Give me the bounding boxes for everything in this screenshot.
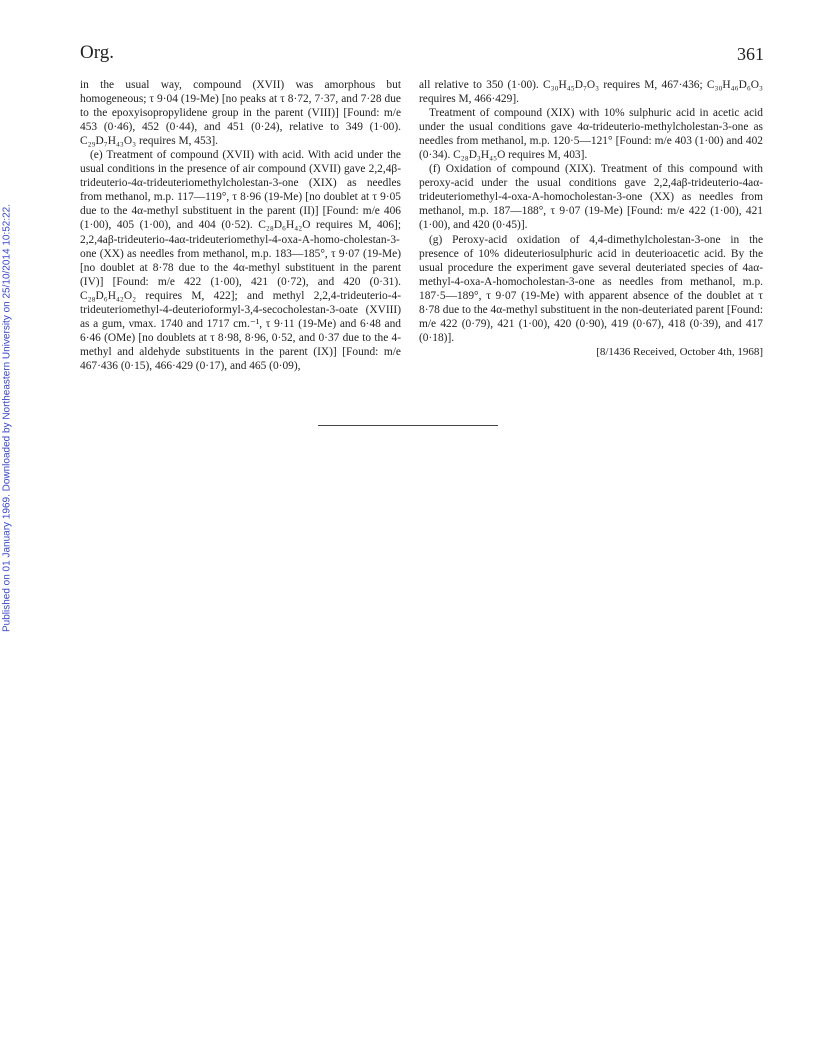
end-rule [318, 425, 498, 426]
side-note-text: Published on 01 January 1969. Downloaded by Northeastern University on 25/10/2014 10:52:22. [1, 203, 13, 633]
paragraph-section-g: (g) Peroxy-acid oxidation of 4,4-dimethylcholestan-3-one in the presence of 10% dideuteriosulphuric acid in deuterioacetic acid. By the usual procedure the experiment gave several deuteriated species of 4aα-methyl-4-oxa-A-homocholestan-3-one as needles from methanol, m.p. 187·5—189°, τ 9·07 (19-Me) with apparent absence of the doublet at τ 8·78 due to the 4α-methyl substituent in the non-deuteriated parent [Found: m/e 422 (0·79), 421 (1·00), 420 (0·90), 419 (0·67), 418 (0·39), and 417 (0·18)]. [419, 233, 763, 344]
journal-name: Org. [80, 42, 114, 63]
paragraph-continuation: all relative to 350 (1·00). C₃₀H₄₅D₇O₃ requires M, 467·436; C₃₀H₄₆D₆O₃ requires M, 466·429]. [419, 79, 763, 106]
right-column [419, 78, 763, 359]
received-date: [8/1436 Received, October 4th, 1968] [596, 345, 763, 358]
download-side-note [0, 168, 14, 668]
paragraph-section-f: (f) Oxidation of compound (XIX). Treatment of this compound with peroxy-acid under the usual conditions gave 2,2,4aβ-trideuterio-4aα-trideuteriomethyl-4-oxa-A-homocholestan-3-one (XX) as needles from methanol, m.p. 187—188°, τ 9·07 (19-Me) [Found: m/e 422 (1·00), 421 (1·00), and 420 (0·45)]. [419, 163, 763, 232]
paragraph-treatment-xix: Treatment of compound (XIX) with 10% sulphuric acid in acetic acid under the usual conditions gave 4α-trideuterio-methylcholestan-3-one as needles from methanol, m.p. 120·5—121° [Found: m/e 403 (1·00) and 402 (0·34). C₂₈D₃H₄₅O requires M, 403]. [419, 107, 763, 162]
paragraph-compound-xvii: in the usual way, compound (XVII) was amorphous but homogeneous; τ 9·04 (19-Me) [no peaks at τ 8·72, 7·37, and 7·28 due to the epoxyisopropylidene group in the parent (VIII)] [Found: m/e 453 (0·46), 452 (0·44), and 451 (0·24), relative to 349 (1·00). C₂₉D₇H₄₃O₃ requires M, 453]. [80, 79, 401, 148]
page-number: 361 [737, 44, 764, 64]
paragraph-section-e: (e) Treatment of compound (XVII) with acid. With acid under the usual conditions in the presence of air compound (XVII) gave 2,2,4β-trideuterio-4α-trideuteriomethylcholestan-3-one (XIX) as needles from methanol, m.p. 117—119°, τ 8·96 (19-Me) [no doublet at τ 9·05 due to the 4α-methyl substituent in the parent (II)] [Found: m/e 406 (1·00), 405 (1·00), and 404 (0·52). C₂₈D₆H₄₂O requires M, 406]; 2,2,4aβ-trideuterio-4aα-trideuteriomethyl-4-oxa-A-homo-cholestan-3-one (XX) as needles from methanol, m.p. 183—185°, τ 9·07 (19-Me) [no doublet at 8·78 due to the 4α-methyl substituent in the parent (IV)] [Found: m/e 422 (1·00), 421 (0·72), and 420 (0·31). C₂₈D₆H₄₂O₂ requires M, 422]; and methyl 2,2,4-trideuterio-4-trideuteriomethyl-4-deuterioformyl-3,4-secocholestan-3-oate (XVIII) as a gum, νmax. 1740 and 1717 cm.⁻¹, τ 9·11 (19-Me) and 6·48 and 6·46 (OMe) [no doublets at τ 8·98, 8·96, 0·52, and 0·37 due to the 4-methyl and aldehyde substituents in the parent (IX)] [Found: m/e 467·436 (0·15), 466·429 (0·17), and 465 (0·09), [80, 149, 401, 372]
left-column [80, 78, 401, 373]
